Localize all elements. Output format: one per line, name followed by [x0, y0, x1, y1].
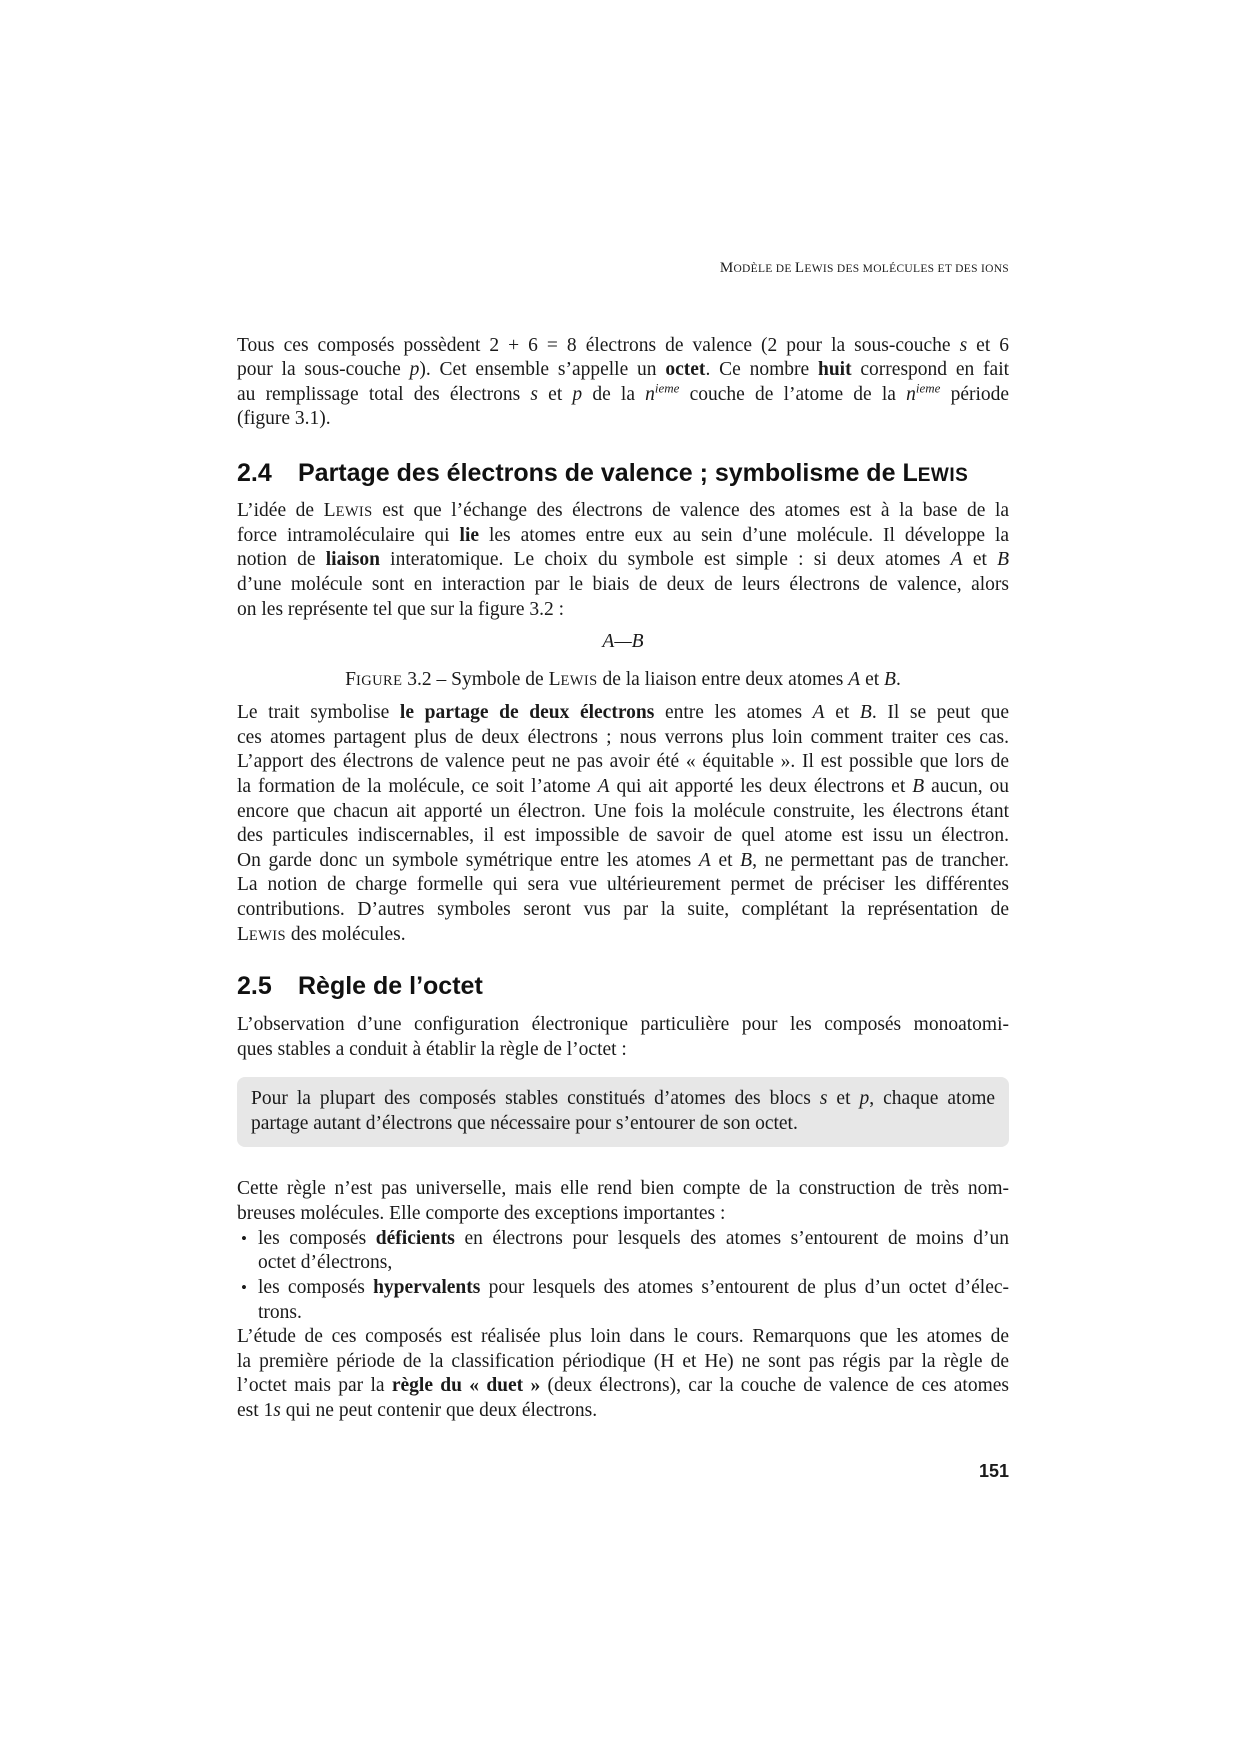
text-line: (figure 3.1). [237, 408, 331, 429]
text-line: ques stables a conduit à établir la règle de l’octet : [237, 1039, 627, 1060]
text-line: notion de liaison interatomique. Le choix du symbole est simple : si deux atomes A et B [237, 549, 1010, 570]
text-line: L’idée de LEWIS est que l’échange des électrons de valence des atomes est à la base de la [237, 500, 1010, 521]
text-line: les composés hypervalents pour lesquels des atomes s’entourent de plus d’un octet d’élec- [258, 1277, 1010, 1298]
text-line: partage autant d’électrons que nécessaire pour s’entourer de son octet. [251, 1113, 798, 1134]
page-number: 151 [978, 1461, 1009, 1481]
text-line: breuses molécules. Elle comporte des exceptions importantes : [237, 1203, 726, 1224]
section-heading-2-4: 2.4 Partage des électrons de valence ; symbolisme de LEWIS [237, 459, 969, 487]
figure-caption: FIGURE 3.2 – Symbole de LEWIS de la liaison entre deux atomes A et B. [345, 669, 901, 690]
text-line: Cette règle n’est pas universelle, mais elle rend bien compte de la construction de très nom- [237, 1178, 1009, 1199]
text-line: octet d’électrons, [258, 1252, 393, 1273]
text-line: LEWIS des molécules. [237, 924, 406, 945]
text-line: les composés déficients en électrons pour lesquels des atomes s’entourent de moins d’un [258, 1228, 1009, 1249]
text-line: la formation de la molécule, ce soit l’atome A qui ait apporté les deux électrons et B aucun, ou [237, 776, 1010, 797]
running-header: MODÈLE DE LEWIS DES MOLÉCULES ET DES IONS [719, 260, 1009, 276]
text-line: des particules indiscernables, il est impossible de savoir de quel atome est issu un électron. [237, 825, 1009, 846]
text-line: trons. [258, 1302, 302, 1323]
text-line: au remplissage total des électrons s et p de la $n^{ieme}$ couche de l’atome de la $n^{ieme}$ période [237, 380, 1010, 405]
text-line: Pour la plupart des composés stables constitués d’atomes des blocs s et p, chaque atome [251, 1088, 996, 1109]
bullet-icon: • [241, 1278, 247, 1297]
text-line: L’apport des électrons de valence peut ne pas avoir été « équitable ». Il est possible que lors de [237, 751, 1009, 772]
octet-rule-box [237, 1077, 1009, 1147]
text-line: contributions. D’autres symboles seront vus par la suite, complétant la représentation de [237, 899, 1009, 920]
text-line: L’observation d’une configuration électronique particulière pour les composés monoatomi- [237, 1014, 1009, 1035]
text-line: Tous ces composés possèdent 2 + 6 = 8 électrons de valence (2 pour la sous-couche s et 6 [237, 335, 1010, 356]
text-line: La notion de charge formelle qui sera vue ultérieurement permet de préciser les différentes [237, 874, 1009, 895]
section-heading-2-5: 2.5 Règle de l’octet [237, 972, 483, 1000]
bullet-icon: • [241, 1229, 247, 1248]
text-line: Le trait symbolise le partage de deux électrons entre les atomes A et B. Il se peut que [237, 702, 1010, 723]
text-line: On garde donc un symbole symétrique entre les atomes A et B, ne permettant pas de trancher. [237, 850, 1009, 871]
text-line: l’octet mais par la règle du « duet » (deux électrons), car la couche de valence de ces atomes [237, 1375, 1010, 1396]
text-line: encore que chacun ait apporté un électron. Une fois la molécule construite, les électrons étant [237, 801, 1009, 822]
text-line: ces atomes partagent plus de deux électrons ; nous verrons plus loin comment traiter ces cas. [237, 727, 1009, 748]
text-line: force intramoléculaire qui lie les atomes entre eux au sein d’une molécule. Il développe la [237, 525, 1010, 546]
text-line: L’étude de ces composés est réalisée plus loin dans le cours. Remarquons que les atomes de [237, 1326, 1009, 1347]
text-line: la première période de la classification périodique (H et He) ne sont pas régis par la règle de [237, 1351, 1009, 1372]
text-line: est 1s qui ne peut contenir que deux électrons. [237, 1400, 598, 1421]
text-line: on les représente tel que sur la figure 3.2 : [237, 599, 565, 620]
lewis-bond-formula: A—B [602, 631, 644, 652]
text-line: pour la sous-couche p). Cet ensemble s’appelle un octet. Ce nombre huit correspond en fait [237, 359, 1010, 380]
text-line: d’une molécule sont en interaction par le biais de deux de leurs électrons de valence, alors [237, 574, 1009, 595]
